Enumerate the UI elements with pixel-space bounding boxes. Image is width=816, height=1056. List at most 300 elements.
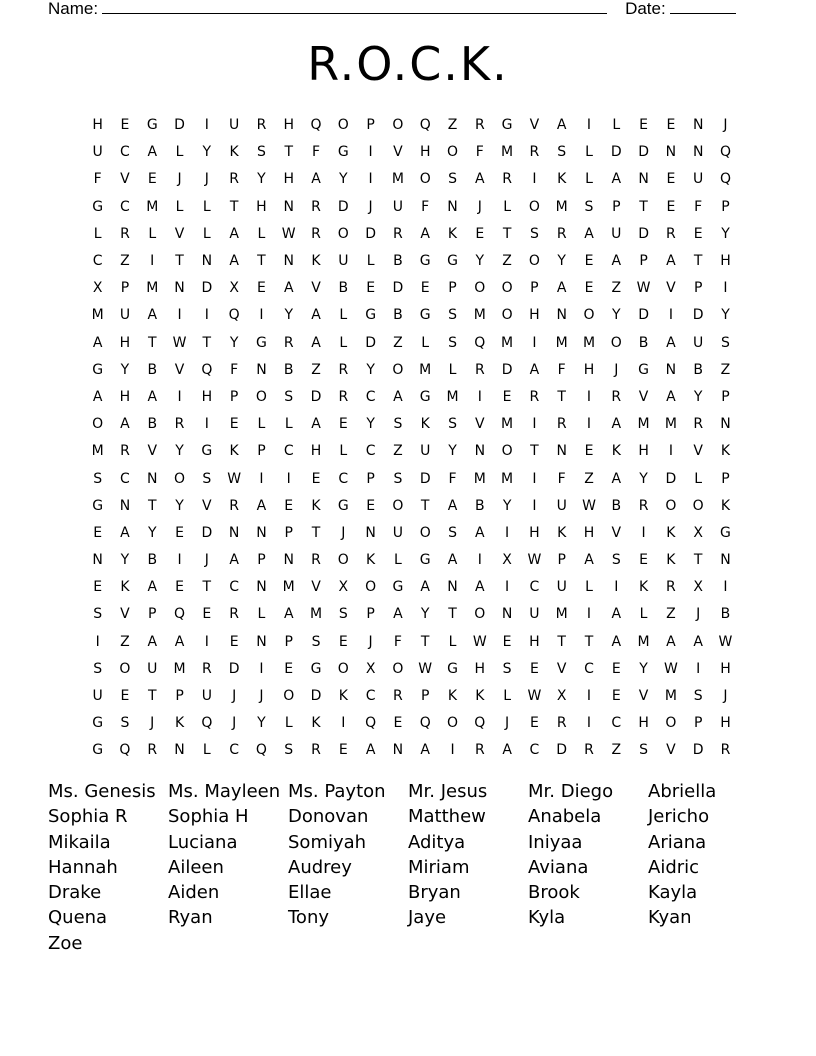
grid-letter[interactable]: Y — [175, 497, 184, 514]
grid-letter[interactable]: Y — [175, 443, 184, 460]
grid-letter[interactable]: A — [584, 225, 594, 242]
grid-letter[interactable]: B — [338, 280, 349, 297]
grid-letter[interactable]: S — [448, 171, 457, 188]
grid-letter[interactable]: A — [147, 388, 158, 405]
grid-letter[interactable]: P — [284, 524, 293, 541]
grid-letter[interactable]: A — [475, 579, 485, 596]
grid-letter[interactable]: N — [174, 280, 185, 297]
grid-letter[interactable]: L — [448, 361, 457, 378]
grid-letter[interactable]: G — [256, 334, 267, 351]
grid-letter[interactable]: C — [120, 198, 130, 215]
grid-letter[interactable]: Z — [720, 361, 731, 378]
grid-letter[interactable]: D — [638, 307, 649, 324]
grid-letter[interactable]: P — [693, 715, 703, 732]
grid-letter[interactable]: V — [693, 443, 703, 460]
grid-letter[interactable]: V — [393, 144, 403, 161]
grid-letter[interactable]: E — [502, 388, 512, 405]
grid-letter[interactable]: J — [696, 606, 701, 623]
grid-letter[interactable]: G — [419, 253, 431, 270]
grid-letter[interactable]: N — [638, 171, 649, 188]
grid-letter[interactable]: E — [120, 117, 130, 134]
grid-letter[interactable]: A — [92, 334, 103, 351]
grid-letter[interactable]: N — [201, 253, 213, 270]
grid-letter[interactable]: Z — [311, 361, 321, 378]
grid-letter[interactable]: Y — [339, 171, 348, 188]
grid-letter[interactable]: F — [557, 361, 566, 378]
grid-letter[interactable]: G — [92, 361, 104, 378]
grid-letter[interactable]: Y — [420, 606, 430, 623]
grid-letter[interactable]: O — [365, 579, 377, 596]
grid-letter[interactable]: U — [229, 117, 240, 134]
grid-letter[interactable]: Y — [639, 660, 648, 677]
grid-letter[interactable]: I — [723, 579, 728, 596]
grid-letter[interactable]: F — [93, 171, 102, 188]
grid-letter[interactable]: P — [366, 470, 375, 487]
grid-letter[interactable]: O — [283, 688, 295, 705]
grid-letter[interactable]: V — [638, 388, 649, 405]
grid-letter[interactable]: E — [284, 497, 294, 514]
grid-letter[interactable]: W — [663, 660, 678, 677]
grid-letter[interactable]: W — [582, 497, 596, 514]
grid-letter[interactable]: F — [421, 198, 430, 215]
grid-letter[interactable]: A — [420, 225, 430, 242]
grid-letter[interactable]: O — [392, 497, 404, 514]
grid-letter[interactable]: U — [92, 688, 103, 705]
grid-letter[interactable]: E — [120, 688, 130, 705]
grid-letter[interactable]: J — [368, 633, 373, 650]
grid-letter[interactable]: E — [529, 715, 539, 732]
grid-letter[interactable]: N — [365, 524, 376, 541]
grid-letter[interactable]: R — [611, 388, 622, 405]
grid-letter[interactable]: T — [202, 579, 212, 596]
grid-letter[interactable]: M — [582, 334, 596, 351]
grid-letter[interactable]: O — [337, 117, 349, 134]
grid-letter[interactable]: D — [501, 361, 513, 378]
grid-letter[interactable]: I — [586, 388, 592, 405]
grid-letter[interactable]: E — [202, 606, 212, 623]
grid-letter[interactable]: M — [173, 660, 186, 677]
grid-letter[interactable]: H — [283, 117, 294, 134]
grid-letter[interactable]: G — [638, 361, 650, 378]
grid-letter[interactable]: R — [693, 416, 704, 433]
grid-letter[interactable]: L — [202, 225, 211, 242]
grid-letter[interactable]: J — [477, 198, 482, 215]
grid-letter[interactable]: P — [721, 388, 730, 405]
grid-letter[interactable]: R — [311, 225, 321, 242]
grid-letter[interactable]: G — [92, 497, 104, 514]
grid-letter[interactable]: X — [693, 524, 703, 541]
grid-letter[interactable]: K — [611, 443, 621, 460]
grid-letter[interactable]: P — [366, 117, 375, 134]
grid-letter[interactable]: X — [92, 280, 103, 297]
grid-letter[interactable]: K — [311, 253, 321, 270]
grid-letter[interactable]: X — [502, 552, 512, 569]
grid-letter[interactable]: Q — [201, 361, 213, 378]
grid-letter[interactable]: A — [447, 552, 458, 569]
grid-letter[interactable]: P — [639, 253, 648, 270]
grid-letter[interactable]: P — [721, 198, 730, 215]
grid-letter[interactable]: S — [584, 198, 594, 215]
grid-letter[interactable]: L — [93, 225, 102, 242]
grid-letter[interactable]: Y — [257, 715, 266, 732]
grid-letter[interactable]: V — [638, 688, 649, 705]
grid-letter[interactable]: A — [475, 524, 485, 541]
grid-letter[interactable]: Y — [448, 443, 457, 460]
grid-letter[interactable]: A — [502, 742, 512, 759]
grid-letter[interactable]: R — [338, 388, 349, 405]
grid-letter[interactable]: K — [666, 524, 676, 541]
grid-letter[interactable]: V — [147, 443, 158, 460]
grid-letter[interactable]: A — [147, 144, 158, 161]
grid-letter[interactable]: I — [614, 579, 619, 596]
grid-letter[interactable]: O — [665, 497, 677, 514]
grid-letter[interactable]: D — [365, 334, 376, 351]
grid-letter[interactable]: Q — [719, 171, 731, 188]
grid-letter[interactable]: S — [93, 470, 103, 487]
grid-letter[interactable]: J — [259, 688, 264, 705]
grid-letter[interactable]: O — [392, 361, 404, 378]
grid-letter[interactable]: K — [229, 443, 239, 460]
grid-letter[interactable]: G — [92, 742, 104, 759]
grid-letter[interactable]: O — [392, 117, 404, 134]
grid-letter[interactable]: C — [529, 742, 540, 759]
grid-letter[interactable]: A — [666, 334, 676, 351]
grid-letter[interactable]: J — [341, 524, 346, 541]
grid-letter[interactable]: E — [502, 633, 512, 650]
grid-letter[interactable]: M — [146, 198, 159, 215]
grid-letter[interactable]: S — [93, 660, 103, 677]
grid-letter[interactable]: P — [557, 552, 566, 569]
grid-letter[interactable]: C — [365, 388, 376, 405]
grid-letter[interactable]: B — [611, 497, 622, 514]
grid-letter[interactable]: N — [665, 361, 677, 378]
grid-letter[interactable]: I — [723, 280, 728, 297]
grid-letter[interactable]: C — [92, 253, 103, 270]
grid-letter[interactable]: Q — [310, 117, 322, 134]
grid-letter[interactable]: A — [256, 497, 267, 514]
grid-letter[interactable]: R — [229, 171, 239, 188]
grid-letter[interactable]: P — [229, 388, 239, 405]
grid-letter[interactable]: G — [92, 198, 104, 215]
grid-letter[interactable]: V — [120, 171, 130, 188]
grid-letter[interactable]: S — [284, 388, 294, 405]
grid-letter[interactable]: I — [505, 579, 510, 596]
grid-letter[interactable]: O — [610, 334, 622, 351]
grid-letter[interactable]: H — [529, 524, 540, 541]
grid-letter[interactable]: L — [366, 253, 375, 270]
grid-letter[interactable]: O — [528, 198, 540, 215]
grid-letter[interactable]: Q — [474, 715, 486, 732]
grid-letter[interactable]: S — [256, 144, 266, 161]
grid-letter[interactable]: A — [311, 416, 321, 433]
grid-letter[interactable]: F — [694, 198, 703, 215]
grid-letter[interactable]: Y — [557, 253, 566, 270]
grid-letter[interactable]: L — [202, 742, 211, 759]
grid-letter[interactable]: I — [368, 171, 373, 188]
grid-letter[interactable]: Y — [502, 497, 512, 514]
date-blank-field[interactable] — [670, 0, 736, 14]
grid-letter[interactable]: W — [718, 633, 733, 650]
grid-letter[interactable]: H — [583, 361, 595, 378]
grid-letter[interactable]: S — [529, 225, 539, 242]
grid-letter[interactable]: U — [92, 144, 103, 161]
grid-letter[interactable]: I — [477, 388, 482, 405]
grid-letter[interactable]: A — [556, 117, 567, 134]
grid-letter[interactable]: A — [120, 524, 130, 541]
grid-letter[interactable]: L — [694, 470, 703, 487]
grid-letter[interactable]: W — [172, 334, 187, 351]
grid-letter[interactable]: M — [282, 579, 295, 596]
grid-letter[interactable]: L — [585, 171, 593, 188]
grid-letter[interactable]: D — [310, 388, 322, 405]
grid-letter[interactable]: M — [146, 280, 159, 297]
grid-letter[interactable]: L — [585, 144, 593, 161]
grid-letter[interactable]: H — [201, 388, 213, 405]
grid-letter[interactable]: E — [529, 660, 539, 677]
grid-letter[interactable]: E — [257, 280, 266, 297]
grid-letter[interactable]: F — [230, 361, 239, 378]
grid-letter[interactable]: K — [666, 552, 676, 569]
grid-letter[interactable]: N — [147, 470, 158, 487]
grid-letter[interactable]: G — [419, 552, 431, 569]
grid-letter[interactable]: R — [638, 497, 649, 514]
grid-letter[interactable]: J — [505, 715, 510, 732]
grid-letter[interactable]: U — [693, 171, 704, 188]
grid-letter[interactable]: K — [420, 416, 430, 433]
grid-letter[interactable]: L — [284, 416, 293, 433]
grid-letter[interactable]: W — [636, 280, 651, 297]
grid-letter[interactable]: R — [556, 225, 567, 242]
grid-letter[interactable]: R — [120, 443, 130, 460]
grid-letter[interactable]: K — [557, 171, 567, 188]
grid-letter[interactable]: T — [229, 198, 239, 215]
grid-letter[interactable]: R — [338, 361, 349, 378]
grid-letter[interactable]: S — [338, 606, 348, 623]
grid-letter[interactable]: H — [283, 171, 294, 188]
grid-letter[interactable]: A — [147, 633, 158, 650]
grid-letter[interactable]: M — [473, 470, 486, 487]
grid-letter[interactable]: A — [311, 334, 321, 351]
grid-letter[interactable]: V — [174, 361, 185, 378]
grid-letter[interactable]: S — [448, 334, 457, 351]
grid-letter[interactable]: Y — [366, 361, 375, 378]
grid-letter[interactable]: Y — [612, 307, 621, 324]
grid-letter[interactable]: A — [147, 579, 158, 596]
grid-letter[interactable]: I — [368, 144, 373, 161]
grid-letter[interactable]: R — [584, 742, 594, 759]
grid-letter[interactable]: V — [666, 280, 676, 297]
grid-letter[interactable]: D — [310, 688, 322, 705]
grid-letter[interactable]: R — [229, 606, 239, 623]
grid-letter[interactable]: V — [311, 579, 321, 596]
grid-letter[interactable]: D — [692, 742, 704, 759]
grid-letter[interactable]: V — [529, 117, 540, 134]
grid-letter[interactable]: M — [637, 416, 650, 433]
grid-letter[interactable]: G — [419, 307, 431, 324]
grid-letter[interactable]: R — [666, 579, 676, 596]
grid-letter[interactable]: O — [474, 606, 486, 623]
grid-letter[interactable]: C — [338, 470, 349, 487]
grid-letter[interactable]: L — [202, 198, 211, 215]
grid-letter[interactable]: X — [229, 280, 239, 297]
grid-letter[interactable]: N — [392, 742, 404, 759]
grid-letter[interactable]: J — [723, 117, 728, 134]
grid-letter[interactable]: Q — [255, 742, 267, 759]
grid-letter[interactable]: A — [393, 606, 403, 623]
grid-letter[interactable]: M — [91, 307, 104, 324]
grid-letter[interactable]: U — [119, 307, 131, 324]
grid-letter[interactable]: Y — [147, 524, 157, 541]
grid-letter[interactable]: T — [530, 443, 539, 460]
grid-letter[interactable]: A — [420, 579, 430, 596]
grid-letter[interactable]: D — [174, 117, 185, 134]
grid-letter[interactable]: M — [664, 416, 677, 433]
grid-letter[interactable]: N — [174, 742, 185, 759]
grid-letter[interactable]: E — [175, 524, 184, 541]
grid-letter[interactable]: R — [393, 225, 403, 242]
grid-letter[interactable]: C — [365, 443, 376, 460]
grid-letter[interactable]: A — [311, 171, 321, 188]
grid-letter[interactable]: Z — [447, 117, 458, 134]
grid-letter[interactable]: I — [150, 253, 155, 270]
grid-letter[interactable]: B — [147, 361, 158, 378]
grid-letter[interactable]: Z — [584, 470, 594, 487]
grid-letter[interactable]: T — [557, 633, 566, 650]
grid-letter[interactable]: G — [447, 253, 458, 270]
grid-letter[interactable]: P — [530, 280, 539, 297]
grid-letter[interactable]: M — [501, 470, 514, 487]
grid-letter[interactable]: S — [284, 742, 294, 759]
grid-letter[interactable]: Y — [202, 144, 212, 161]
grid-letter[interactable]: R — [556, 416, 567, 433]
grid-letter[interactable]: I — [505, 524, 510, 541]
grid-letter[interactable]: A — [611, 606, 622, 623]
grid-letter[interactable]: D — [665, 470, 677, 487]
grid-letter[interactable]: I — [586, 606, 592, 623]
grid-letter[interactable]: S — [448, 307, 457, 324]
grid-letter[interactable]: D — [201, 524, 213, 541]
grid-letter[interactable]: P — [448, 280, 457, 297]
grid-letter[interactable]: S — [448, 524, 457, 541]
grid-letter[interactable]: U — [392, 524, 404, 541]
grid-letter[interactable]: V — [311, 280, 321, 297]
grid-letter[interactable]: B — [638, 334, 649, 351]
grid-letter[interactable]: S — [120, 715, 130, 732]
grid-letter[interactable]: J — [204, 171, 209, 188]
grid-letter[interactable]: E — [366, 280, 376, 297]
grid-letter[interactable]: S — [393, 470, 403, 487]
grid-letter[interactable]: A — [420, 742, 430, 759]
grid-letter[interactable]: A — [120, 416, 130, 433]
grid-letter[interactable]: G — [720, 524, 731, 541]
grid-letter[interactable]: B — [475, 497, 485, 514]
grid-letter[interactable]: L — [612, 117, 621, 134]
grid-letter[interactable]: V — [556, 660, 567, 677]
grid-letter[interactable]: L — [257, 225, 266, 242]
grid-letter[interactable]: E — [420, 280, 430, 297]
grid-letter[interactable]: G — [419, 388, 431, 405]
grid-letter[interactable]: I — [341, 715, 346, 732]
grid-letter[interactable]: H — [720, 715, 731, 732]
grid-letter[interactable]: G — [92, 715, 104, 732]
grid-letter[interactable]: A — [447, 497, 458, 514]
grid-letter[interactable]: A — [475, 171, 485, 188]
grid-letter[interactable]: I — [204, 307, 209, 324]
grid-letter[interactable]: N — [119, 497, 131, 514]
grid-letter[interactable]: I — [668, 307, 673, 324]
grid-letter[interactable]: E — [311, 470, 321, 487]
grid-letter[interactable]: T — [693, 552, 703, 569]
grid-letter[interactable]: E — [338, 742, 348, 759]
grid-letter[interactable]: O — [255, 388, 267, 405]
grid-letter[interactable]: M — [473, 307, 486, 324]
grid-letter[interactable]: L — [339, 334, 348, 351]
grid-letter[interactable]: E — [338, 633, 348, 650]
grid-letter[interactable]: A — [666, 388, 676, 405]
grid-letter[interactable]: V — [174, 225, 185, 242]
grid-letter[interactable]: U — [392, 198, 404, 215]
grid-letter[interactable]: E — [147, 171, 157, 188]
grid-letter[interactable]: J — [177, 171, 182, 188]
grid-letter[interactable]: K — [638, 579, 649, 596]
grid-letter[interactable]: U — [693, 334, 704, 351]
grid-letter[interactable]: E — [393, 715, 403, 732]
grid-letter[interactable]: Q — [174, 606, 186, 623]
grid-letter[interactable]: R — [666, 225, 676, 242]
grid-letter[interactable]: I — [177, 307, 182, 324]
grid-letter[interactable]: S — [502, 660, 512, 677]
grid-letter[interactable]: I — [177, 388, 182, 405]
grid-letter[interactable]: P — [257, 552, 266, 569]
grid-letter[interactable]: C — [611, 715, 622, 732]
grid-letter[interactable]: C — [365, 688, 376, 705]
grid-letter[interactable]: E — [475, 225, 485, 242]
grid-letter[interactable]: K — [229, 144, 239, 161]
grid-letter[interactable]: I — [586, 715, 592, 732]
grid-letter[interactable]: U — [556, 579, 567, 596]
grid-letter[interactable]: T — [147, 334, 157, 351]
grid-letter[interactable]: S — [93, 606, 103, 623]
grid-letter[interactable]: M — [501, 334, 514, 351]
grid-letter[interactable]: M — [555, 334, 568, 351]
grid-letter[interactable]: K — [447, 688, 458, 705]
grid-letter[interactable]: J — [723, 688, 728, 705]
grid-letter[interactable]: J — [150, 715, 155, 732]
grid-letter[interactable]: E — [284, 660, 294, 677]
grid-letter[interactable]: G — [447, 660, 458, 677]
grid-letter[interactable]: W — [418, 660, 433, 677]
grid-letter[interactable]: A — [611, 470, 622, 487]
grid-letter[interactable]: L — [257, 606, 266, 623]
grid-letter[interactable]: S — [611, 552, 621, 569]
grid-letter[interactable]: E — [584, 253, 594, 270]
grid-letter[interactable]: N — [283, 552, 294, 569]
grid-letter[interactable]: R — [256, 117, 267, 134]
grid-letter[interactable]: D — [228, 660, 240, 677]
grid-letter[interactable]: R — [311, 552, 321, 569]
grid-letter[interactable]: B — [693, 361, 703, 378]
grid-letter[interactable]: A — [229, 225, 239, 242]
grid-letter[interactable]: D — [692, 307, 704, 324]
grid-letter[interactable]: A — [611, 416, 622, 433]
grid-letter[interactable]: K — [720, 443, 731, 460]
grid-letter[interactable]: E — [366, 497, 376, 514]
grid-letter[interactable]: O — [692, 497, 704, 514]
grid-letter[interactable]: X — [338, 579, 349, 596]
grid-letter[interactable]: I — [532, 416, 537, 433]
grid-letter[interactable]: L — [394, 552, 402, 569]
grid-letter[interactable]: Z — [393, 334, 403, 351]
